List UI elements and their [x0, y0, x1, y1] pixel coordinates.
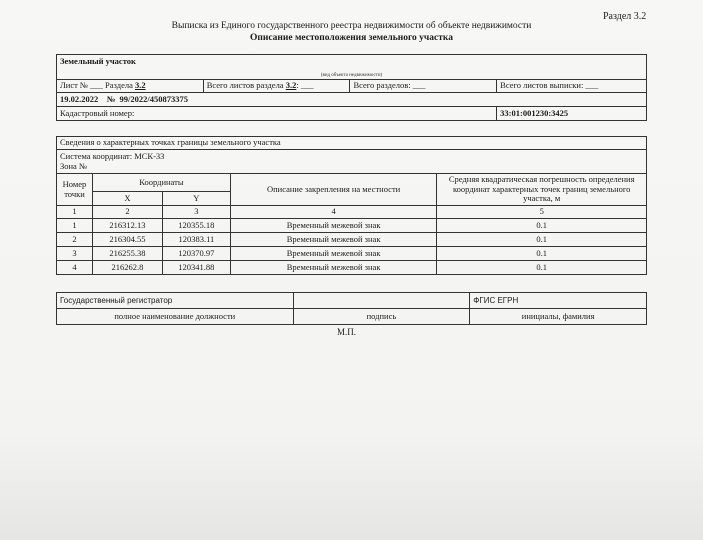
sheet-section-value: 3.2 — [134, 80, 146, 91]
col-index: 2 — [92, 206, 162, 219]
point-x: 216262.8 — [92, 261, 162, 275]
total-section-sheets-value: 3.2 — [285, 80, 297, 91]
col-header-number: Номер точки — [57, 174, 93, 206]
point-number: 1 — [57, 219, 93, 233]
stamp-place: М.П. — [337, 327, 357, 337]
point-x: 216312.13 — [92, 219, 162, 233]
point-error: 0.1 — [437, 219, 647, 233]
signature-caption: подпись — [293, 309, 470, 325]
boundary-points-table — [56, 136, 647, 275]
point-y: 120341.88 — [162, 261, 230, 275]
total-section-sheets-cell — [203, 80, 350, 93]
point-y: 120383.11 — [162, 233, 230, 247]
registrar-position: Государственный регистратор — [57, 293, 294, 309]
col-header-description: Описание закрепления на местности — [230, 174, 437, 206]
point-x: 216304.55 — [92, 233, 162, 247]
col-header-y: Y — [162, 192, 230, 206]
col-index: 3 — [162, 206, 230, 219]
point-description: Временный межевой знак — [230, 233, 437, 247]
sheet-number-label: Лист № ___ Раздела — [60, 80, 133, 91]
cadastral-label: Кадастровый номер: — [57, 107, 350, 121]
column-index-row — [57, 206, 647, 219]
point-error: 0.1 — [437, 261, 647, 275]
table-row — [57, 261, 647, 275]
col-index: 1 — [57, 206, 93, 219]
total-section-sheets-label: Всего листов раздела — [206, 80, 284, 91]
total-extract-sheets: Всего листов выписки: ___ — [497, 80, 647, 93]
extract-date-number — [57, 93, 647, 107]
sheet-number-cell — [57, 80, 204, 93]
col-index: 5 — [437, 206, 647, 219]
point-number: 2 — [57, 233, 93, 247]
point-number: 3 — [57, 247, 93, 261]
signature-table — [56, 292, 647, 325]
point-y: 120355.18 — [162, 219, 230, 233]
coord-system: Система координат: МСК-33 — [60, 150, 165, 161]
table-row — [57, 219, 647, 233]
table-row — [57, 247, 647, 261]
col-index: 4 — [230, 206, 437, 219]
point-y: 120370.97 — [162, 247, 230, 261]
document-title: Выписка из Единого государственного реестра недвижимости об объекте недвижимости — [171, 21, 532, 31]
cadastral-number: 33:01:001230:3425 — [497, 107, 647, 121]
col-header-coords: Координаты — [92, 174, 230, 192]
name-caption: инициалы, фамилия — [470, 309, 647, 325]
point-number: 4 — [57, 261, 93, 275]
object-type: Земельный участок — [57, 55, 647, 70]
col-header-x: X — [92, 192, 162, 206]
extract-number: 99/2022/450873375 — [119, 93, 189, 104]
total-sections: Всего разделов: ___ — [350, 80, 497, 93]
coord-system-block — [57, 150, 647, 174]
point-description: Временный межевой знак — [230, 219, 437, 233]
extract-date: 19.02.2022 — [60, 93, 99, 104]
col-header-error: Средняя квадратическая погрешность определения координат характерных точек границ земельного участка, м — [437, 174, 647, 206]
zone-number: Зона № — [60, 160, 88, 171]
point-error: 0.1 — [437, 233, 647, 247]
page-shadow — [0, 430, 703, 540]
object-type-caption: (вид объекта недвижимости) — [57, 70, 647, 80]
table-row — [57, 233, 647, 247]
object-info-table — [56, 54, 647, 121]
point-error: 0.1 — [437, 247, 647, 261]
point-x: 216255.38 — [92, 247, 162, 261]
registrar-name: ФГИС ЕГРН — [470, 293, 647, 309]
section-number: Раздел 3.2 — [603, 11, 647, 22]
total-section-sheets-blank: : ___ — [296, 80, 314, 91]
position-caption: полное наименование должности — [57, 309, 294, 325]
extract-number-sign: № — [106, 93, 116, 104]
point-description: Временный межевой знак — [230, 261, 437, 275]
point-description: Временный межевой знак — [230, 247, 437, 261]
points-heading: Сведения о характерных точках границы земельного участка — [57, 137, 647, 150]
document-subtitle: Описание местоположения земельного участка — [250, 33, 453, 43]
signature-field — [293, 293, 470, 309]
